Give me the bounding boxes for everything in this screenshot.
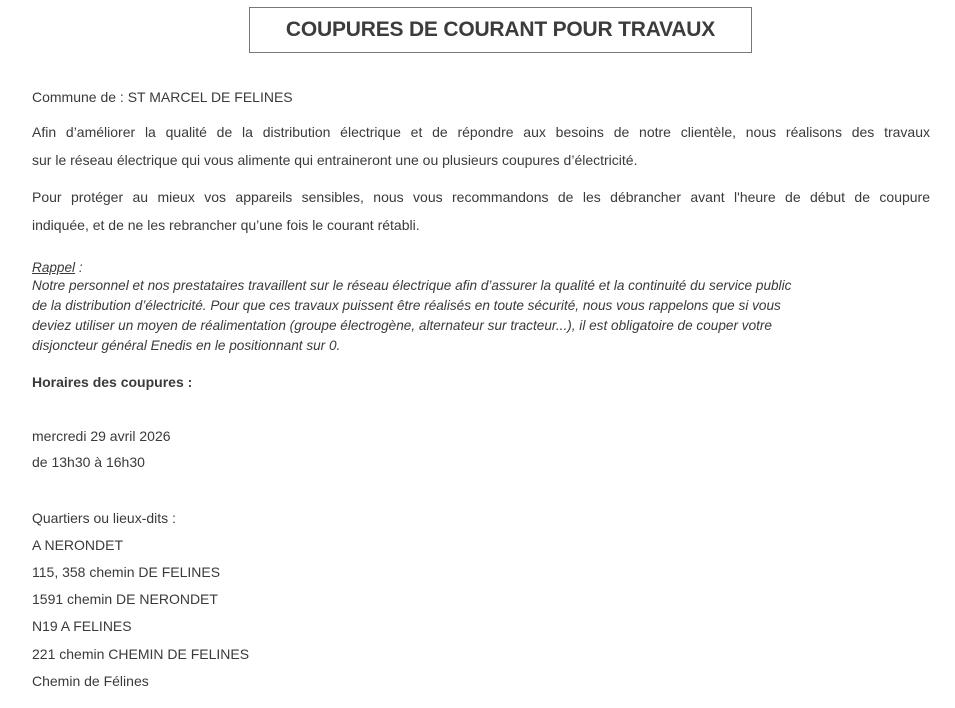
title-box — [249, 7, 752, 53]
rappel-line: deviez utiliser un moyen de réalimentation (groupe électrogène, alternateur sur tracteur...), il est obligatoire de couper votre — [32, 318, 772, 333]
quartier-item: 221 chemin CHEMIN DE FELINES — [32, 646, 250, 662]
rappel-colon: : — [75, 260, 83, 275]
para2-line: indiquée, et de ne les rebrancher qu’une fois le courant rétabli. — [32, 217, 420, 233]
quartiers-label: Quartiers ou lieux-dits : — [32, 510, 176, 526]
rappel-label: Rappel — [32, 260, 76, 275]
rappel-heading — [32, 259, 83, 277]
quartier-item: 1591 chemin DE NERONDET — [32, 591, 218, 607]
quartier-item: Chemin de Félines — [32, 673, 149, 689]
rappel-line: de la distribution d’électricité. Pour que ces travaux puissent être réalisés en toute sécurité, nous vous rappelons que si vous — [32, 298, 781, 313]
para1-line: Afin d’améliorer la qualité de la distribution électrique et de répondre aux besoins de notre clientèle, nous réalisons des travaux — [32, 124, 930, 140]
quartier-item: 115, 358 chemin DE FELINES — [32, 564, 221, 580]
quartier-item: N19 A FELINES — [32, 618, 132, 634]
para1-line: sur le réseau électrique qui vous alimente qui entraineront une ou plusieurs coupures d’électricité. — [32, 152, 638, 168]
rappel-line: Notre personnel et nos prestataires travaillent sur le réseau électrique afin d’assurer la qualité et la continuité du service public — [32, 278, 792, 293]
quartier-item: A NERONDET — [32, 537, 124, 553]
para2-line: Pour protéger au mieux vos appareils sensibles, nous vous recommandons de les débrancher avant l'heure de début de coupure — [32, 189, 930, 205]
outage-time: de 13h30 à 16h30 — [32, 454, 145, 470]
horaires-heading: Horaires des coupures : — [32, 374, 193, 390]
outage-date: mercredi 29 avril 2026 — [32, 428, 171, 444]
page-title: COUPURES DE COURANT POUR TRAVAUX — [285, 18, 716, 41]
rappel-line: disjoncteur général Enedis en le positionnant sur 0. — [32, 338, 341, 353]
commune: Commune de : ST MARCEL DE FELINES — [32, 89, 293, 105]
